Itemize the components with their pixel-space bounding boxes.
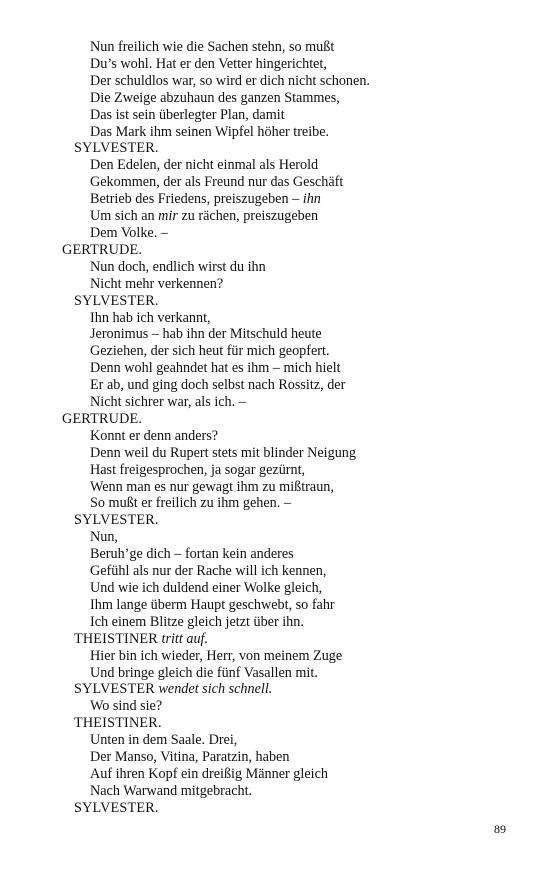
speaker-name: SYLVESTER. [74, 799, 159, 816]
verse-text: Ich einem Blitze gleich jetzt über ihn. [90, 613, 304, 630]
speaker-name: SYLVESTER [74, 681, 155, 698]
verse-line [0, 495, 550, 512]
verse-text: Nun, [90, 529, 118, 546]
speaker-name-line [0, 242, 550, 259]
verse-line [0, 614, 550, 631]
verse-text: Das ist sein überlegter Plan, damit [90, 106, 285, 123]
speaker-name-line [0, 140, 550, 157]
verse-line [0, 191, 550, 208]
verse-line [0, 56, 550, 73]
speaker-name: GERTRUDE. [62, 241, 143, 258]
speaker-name-line [0, 715, 550, 732]
speaker-name-line [0, 800, 550, 817]
speaker-name: SYLVESTER. [74, 512, 159, 529]
verse-line [0, 310, 550, 327]
verse-text: Den Edelen, der nicht einmal als Herold [90, 157, 319, 174]
verse-line [0, 479, 550, 496]
verse-text: Das Mark ihm seinen Wipfel höher treibe. [90, 123, 330, 140]
page-number: 89 [494, 822, 506, 836]
verse-text: Nun freilich wie die Sachen stehn, so mußt [90, 39, 335, 55]
verse-line [0, 732, 550, 749]
verse-line [0, 597, 550, 614]
verse-line [0, 174, 550, 191]
speaker-name: THEISTINER. [74, 715, 162, 732]
verse-line [0, 259, 550, 276]
verse-text: Um sich an [90, 208, 159, 225]
speaker-name-line [0, 512, 550, 529]
verse-line [0, 157, 550, 174]
speaker-name-line [0, 411, 550, 428]
verse-text: Konnt er denn anders? [90, 427, 219, 444]
verse-text: Ihn hab ich verkannt, [90, 309, 211, 326]
verse-line [0, 73, 550, 90]
verse-text: Nicht sichrer war, als ich. – [90, 394, 246, 411]
verse-text: Nach Warwand mitgebracht. [90, 782, 253, 799]
speaker-name: THEISTINER [74, 630, 158, 647]
verse-line [0, 698, 550, 715]
verse-text: Denn wohl geahndet hat es ihm – mich hielt [90, 360, 341, 377]
speaker-name-line [0, 293, 550, 310]
verse-line [0, 546, 550, 563]
verse-line [0, 276, 550, 293]
verse-text: Gefühl als nur der Rache will ich kennen, [90, 563, 327, 580]
verse-text: Der Manso, Vitina, Paratzin, haben [90, 749, 290, 766]
verse-line [0, 648, 550, 665]
verse-text: Wo sind sie? [90, 698, 163, 715]
verse-text: Denn weil du Rupert stets mit blinder Neigung [90, 444, 356, 461]
verse-text: Und wie ich duldend einer Wolke gleich, [90, 580, 323, 596]
verse-line [0, 343, 550, 360]
verse-text: Auf ihren Kopf ein dreißig Männer gleich [90, 765, 328, 782]
verse-line [0, 580, 550, 597]
verse-line [0, 90, 550, 107]
verse-text: Der schuldlos war, so wird er dich nicht schonen. [90, 72, 370, 89]
verse-text: Hier bin ich wieder, Herr, von meinem Zuge [90, 647, 343, 664]
verse-text: Unten in dem Saale. Drei, [90, 732, 238, 749]
verse-text: Geziehen, der sich heut für mich geopfert. [90, 343, 330, 360]
emphasis-text: mir [158, 208, 178, 225]
verse-line [0, 445, 550, 462]
verse-line [0, 208, 550, 225]
verse-line [0, 749, 550, 766]
speaker-name: SYLVESTER. [74, 140, 159, 157]
stage-direction: wendet sich schnell. [154, 681, 273, 698]
verse-line [0, 563, 550, 580]
verse-text: So mußt er freilich zu ihm gehen. – [90, 495, 291, 512]
stage-direction: tritt auf. [157, 630, 209, 647]
verse-line [0, 377, 550, 394]
verse-text: Die Zweige abzuhaun des ganzen Stammes, [90, 89, 340, 106]
verse-text: Betrieb des Friedens, preiszugeben – [90, 191, 303, 208]
verse-line [0, 124, 550, 141]
verse-line [0, 462, 550, 479]
emphasis-text: ihn [302, 191, 321, 208]
verse-text: zu rächen, preiszugeben [177, 208, 319, 225]
verse-line [0, 394, 550, 411]
verse-text: Hast freigesprochen, ja sogar gezürnt, [90, 461, 306, 478]
verse-line [0, 783, 550, 800]
speaker-name: GERTRUDE. [62, 410, 143, 427]
verse-line [0, 107, 550, 124]
verse-line [0, 665, 550, 682]
verse-text: Er ab, und ging doch selbst nach Rossitz, der [90, 377, 346, 394]
play-text [0, 39, 550, 817]
verse-text: Wenn man es nur gewagt ihm zu mißtraun, [90, 478, 334, 495]
verse-text: Dem Volke. – [90, 224, 168, 241]
verse-line [0, 529, 550, 546]
verse-text: Beruh’ge dich – fortan kein anderes [90, 546, 294, 563]
speaker-name: SYLVESTER. [74, 292, 159, 309]
verse-line [0, 39, 550, 56]
verse-text: Nun doch, endlich wirst du ihn [90, 258, 266, 275]
verse-line [0, 326, 550, 343]
verse-text: Du’s wohl. Hat er den Vetter hingerichtet, [90, 55, 327, 72]
verse-text: Und bringe gleich die fünf Vasallen mit. [90, 664, 318, 681]
verse-text: Ihm lange überm Haupt geschwebt, so fahr [90, 596, 335, 613]
verse-line [0, 225, 550, 242]
speaker-name-line [0, 681, 550, 698]
verse-text: Jeronimus – hab ihn der Mitschuld heute [90, 326, 322, 343]
verse-text: Gekommen, der als Freund nur das Geschäft [90, 174, 344, 191]
verse-line [0, 428, 550, 445]
speaker-name-line [0, 631, 550, 648]
verse-line [0, 766, 550, 783]
verse-text: Nicht mehr verkennen? [90, 275, 224, 292]
verse-line [0, 360, 550, 377]
